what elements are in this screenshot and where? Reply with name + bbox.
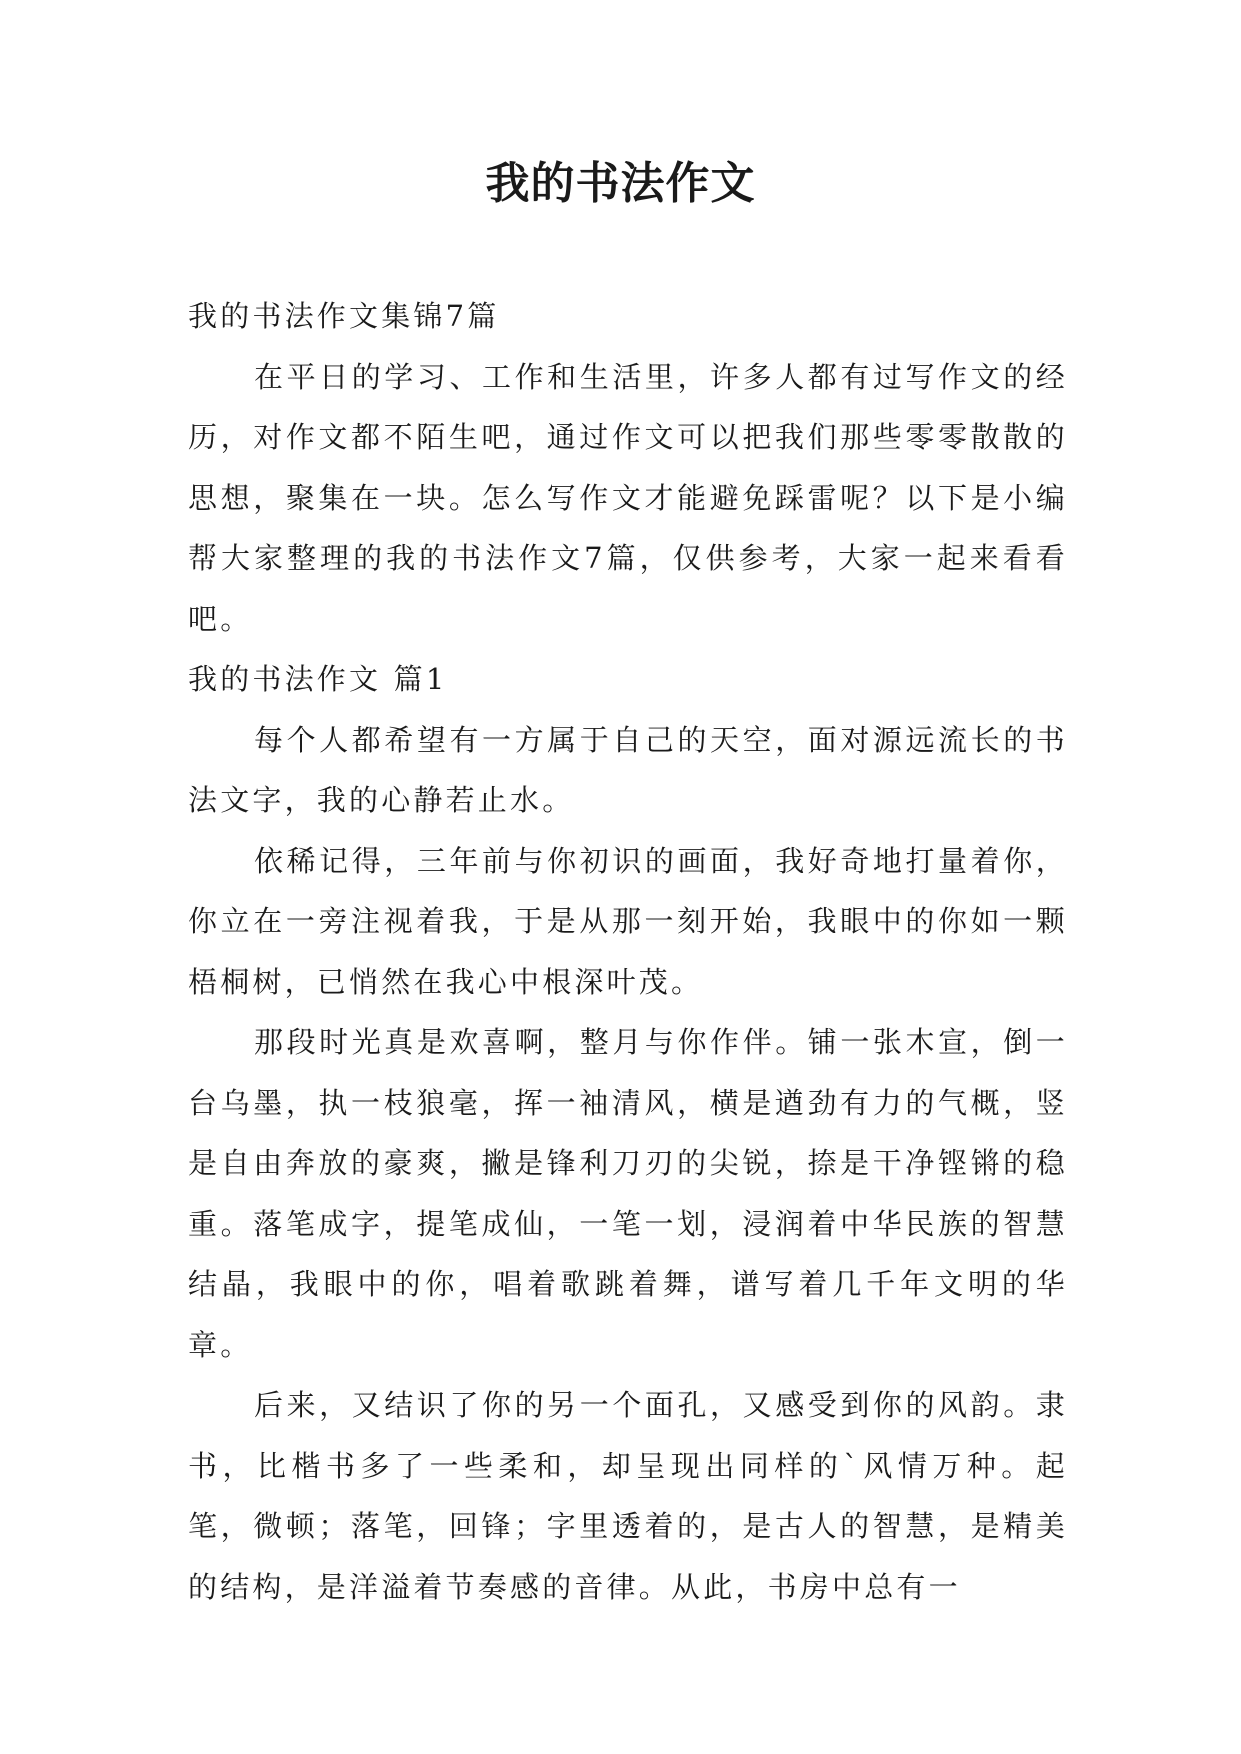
body-paragraph: 每个人都希望有一方属于自己的天空，面对源远流长的书法文字，我的心静若止水。 xyxy=(188,722,1068,817)
document-body xyxy=(188,286,1068,1617)
collection-heading: 我的书法作文集锦7篇 xyxy=(188,299,500,333)
body-paragraph: 那段时光真是欢喜啊，整月与你作伴。铺一张木宣，倒一台乌墨，执一枝狼毫，挥一袖清风，横是遒劲有力的气概，竖是自由奔放的豪爽，撇是锋利刀刃的尖锐，捺是干净铿锵的稳重。落笔成字，提笔成仙，一笔一划，浸润着中华民族的智慧结晶，我眼中的你，唱着歌跳着舞，谱写着几千年文明的华章。 xyxy=(188,1025,1068,1362)
section-heading-1: 我的书法作文 篇1 xyxy=(188,662,448,696)
body-paragraph: 依稀记得，三年前与你初识的画面，我好奇地打量着你，你立在一旁注视着我，于是从那一刻开始，我眼中的你如一颗梧桐树，已悄然在我心中根深叶茂。 xyxy=(188,843,1068,999)
intro-paragraph: 在平日的学习、工作和生活里，许多人都有过写作文的经历，对作文都不陌生吧，通过作文可以把我们那些零零散散的思想，聚集在一块。怎么写作文才能避免踩雷呢？以下是小编帮大家整理的我的书法作文7篇，仅供参考，大家一起来看看吧。 xyxy=(188,359,1068,636)
document-title: 我的书法作文 xyxy=(485,158,756,209)
body-paragraph: 后来，又结识了你的另一个面孔，又感受到你的风韵。隶书，比楷书多了一些柔和，却呈现出同样的`风情万种。起笔，微顿；落笔，回锋；字里透着的，是古人的智慧，是精美的结构，是洋溢着节奏感的音律。从此，书房中总有一 xyxy=(188,1388,1068,1604)
